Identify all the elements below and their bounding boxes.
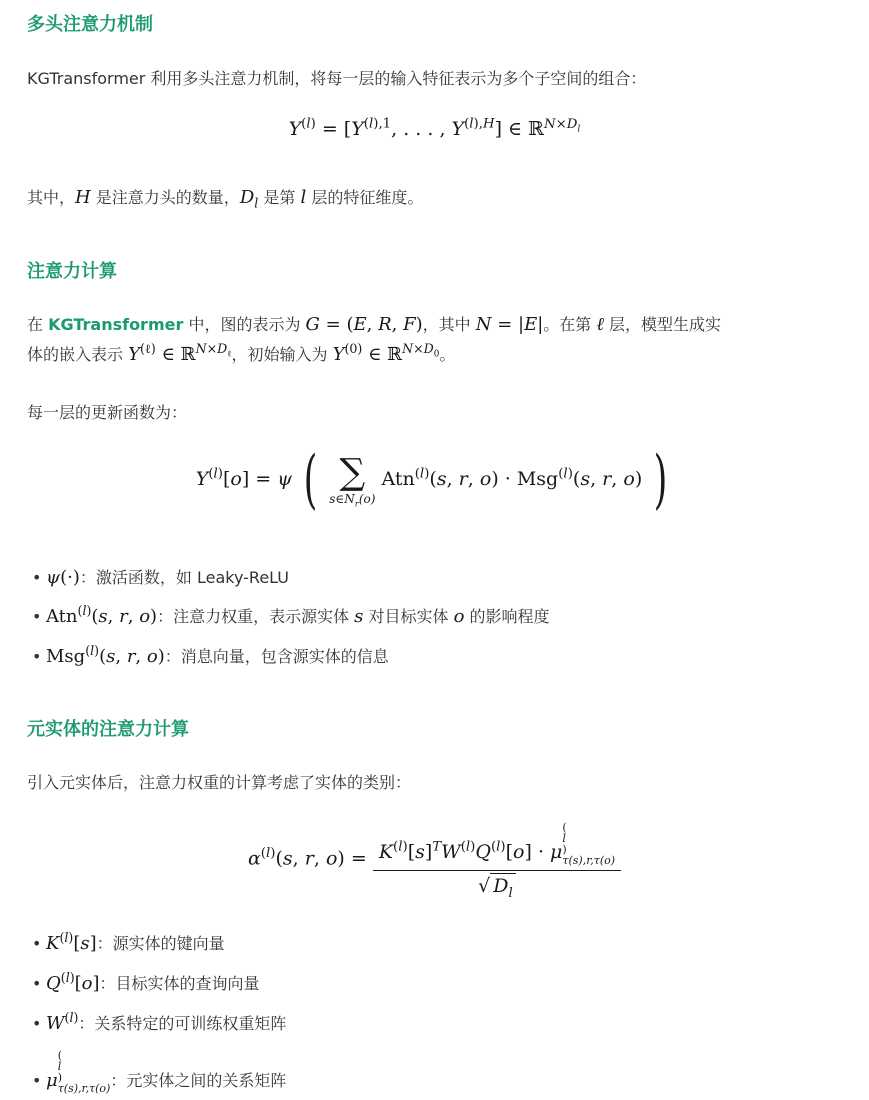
equation-alpha: $\alpha^{(l)}(s$, r, o) = $K^{(l)}[s]^TW^{(l)}Q^{(l)}[o] \cdot \mu$ ( l ) τ(s),r,τ(o) √ $D_l$ xyxy=(0,822,869,897)
list-item-atn: • Atn$^{(l)}$(s, r, o)：注意力权重，表示源实体 s 对目标实体 o 的影响程度 xyxy=(32,603,550,627)
paragraph-meta: 引入元实体后，注意力权重的计算考虑了实体的类别： xyxy=(27,773,412,792)
list-item-key: • $K^{(l)}[s]$：源实体的键向量 xyxy=(32,930,225,954)
equation-update: $Y^{(l)}[o] = \psi$ ( ∑ $s\in N_r(o)$ Atn$^{(l)}$(s, r, o) · Msg$^{(l)}$(s, r, o) ) xyxy=(195,443,668,517)
section-title-attention: 注意力计算 xyxy=(27,261,117,282)
list-item-msg: • Msg$^{(l)}$(s, r, o)：消息向量，包含源实体的信息 xyxy=(32,643,389,667)
paragraph-intro: KGTransformer 利用多头注意力机制，将每一层的输入特征表示为多个子空间的组合： xyxy=(27,69,647,88)
list-item-query: • $Q^{(l)}[o]$：目标实体的查询向量 xyxy=(32,970,260,994)
list-item-mu: • μ ( l ) τ(s),r,τ(o) ：元实体之间的关系矩阵 xyxy=(32,1049,287,1095)
list-item-weight: • $W^{(l)}$：关系特定的可训练权重矩阵 xyxy=(32,1010,287,1034)
paragraph-where: 其中，H 是注意力头的数量，$D_l$ 是第 l 层的特征维度。 xyxy=(27,187,424,211)
paragraph-graph: 在 KGTransformer 中，图的表示为 G = (E, R, F)，其中 N = |E|。在第 ℓ 层，模型生成实 体的嵌入表示 $Y^{(\ell)}$ ∈ ℝ$^{N\times D_\ell}$，初始输入为 $Y^{(0)}$ ∈ ℝ$^{N\times D_0}$。 xyxy=(27,314,721,365)
equation-multihead: $Y^{(l)} = [Y^{(l),1}$, . . . , $Y^{(l),H}$] ∈ ℝ$^{N\times D_l}$ xyxy=(288,116,581,140)
section-title-multihead: 多头注意力机制 xyxy=(27,14,153,35)
list-item-psi: • ψ(·)：激活函数，如 Leaky-ReLU xyxy=(32,567,290,588)
section-title-meta-entity: 元实体的注意力计算 xyxy=(27,719,189,740)
paragraph-update: 每一层的更新函数为： xyxy=(27,403,188,422)
